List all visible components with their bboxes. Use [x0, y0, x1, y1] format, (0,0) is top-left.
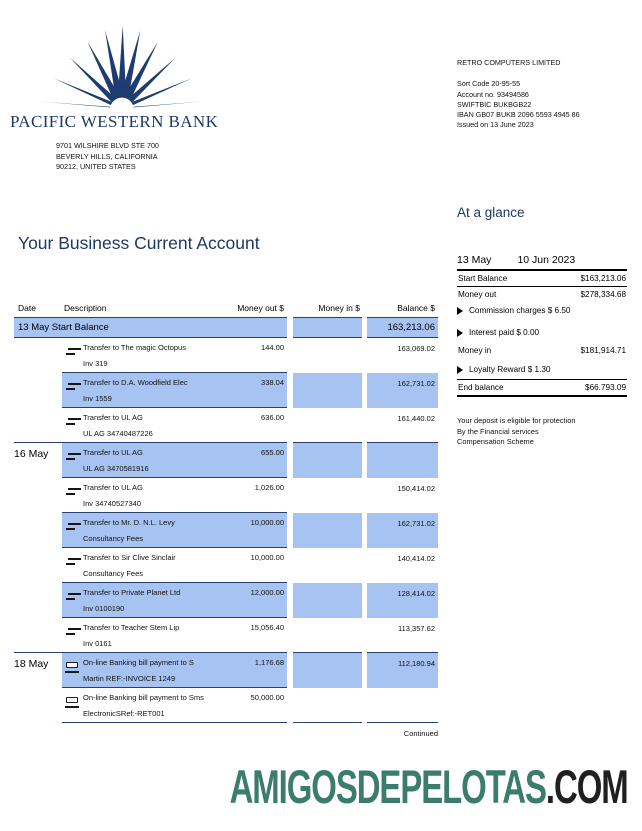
header-balance: Balance $: [367, 303, 438, 318]
watermark-tld: .COM: [546, 760, 628, 813]
row-description: On-line Banking bill payment to Sms: [83, 693, 204, 702]
online-banking-icon: [65, 662, 79, 673]
row-money-out: 15,056.40: [250, 623, 284, 632]
row-date: [14, 513, 62, 548]
commission-charges-row: [457, 306, 627, 315]
row-balance: 161,440.02: [367, 408, 438, 443]
row-reference: ElectronicSRef:-RET001: [83, 709, 165, 718]
site-watermark: [229, 760, 628, 813]
transfer-icon: [66, 558, 81, 566]
end-balance-label: End balance: [458, 383, 504, 392]
row-balance: 140,414.02: [397, 554, 435, 563]
transfer-icon: [66, 488, 81, 496]
table-row: [14, 408, 438, 443]
row-reference: UL AG 34740487226: [83, 429, 153, 438]
row-balance: 163,069.02: [397, 344, 435, 353]
row-balance: [367, 688, 438, 723]
issued-date: Issued on 13 June 2023: [457, 120, 534, 130]
row-reference: Consultancy Fees: [83, 534, 144, 543]
money-in-row: [457, 343, 627, 358]
transfer-icon: [66, 628, 81, 636]
row-reference: Inv 1559: [83, 394, 112, 403]
transfer-icon: [66, 523, 81, 531]
transfer-icon: [66, 348, 81, 356]
row-money-in: [293, 338, 362, 373]
row-reference: Inv 34740527340: [83, 499, 141, 508]
table-row: [14, 338, 438, 373]
online-banking-icon: [65, 697, 79, 708]
end-balance-row: [457, 380, 627, 397]
interest-paid-text: Interest paid $ 0.00: [469, 328, 540, 337]
row-reference: Inv 0100190: [83, 604, 125, 613]
at-a-glance-panel: [457, 205, 627, 397]
iban: IBAN GB07 BUKB 2096 5593 4945 86: [457, 110, 580, 120]
row-money-in: [293, 513, 362, 548]
row-money-in: [293, 688, 362, 723]
table-row: [14, 618, 438, 653]
sort-code: Sort Code 20-95-55: [457, 79, 521, 89]
money-in-value: $181,914.71: [580, 346, 626, 355]
account-holder: RETRO COMPUTERS LIMITED: [457, 58, 561, 67]
row-balance: 128,414.02: [367, 583, 438, 618]
row-date: [14, 618, 62, 653]
start-balance-money-in-cell: [293, 318, 362, 338]
start-balance-row: [457, 271, 627, 287]
row-balance: 113,357.62: [367, 618, 438, 653]
row-balance: 162,731.02: [367, 373, 438, 408]
row-description: Transfer to Mr. D. N.L. Levy: [83, 518, 175, 527]
row-balance: [367, 443, 438, 478]
protection-line: By the Financial services: [457, 426, 539, 436]
row-description: Transfer to Teacher Stem Lip: [83, 623, 180, 632]
page-title: Your Business Current Account: [18, 233, 260, 253]
table-row: [14, 548, 438, 583]
row-money-in: [293, 443, 362, 478]
row-date: [14, 373, 62, 408]
start-balance-row-balance: 163,213.06: [367, 318, 438, 338]
table-row: [14, 478, 438, 513]
row-description: Transfer to Private Planet Ltd: [83, 588, 181, 597]
row-date: [14, 478, 62, 513]
transactions-table: [14, 303, 438, 723]
row-money-in: [293, 583, 362, 618]
header-money-out: Money out $: [237, 303, 284, 313]
row-money-out: 10,000.00: [250, 553, 284, 562]
bank-address-line: 9701 WILSHIRE BLVD STE 700: [56, 141, 159, 150]
period-start-date: 13 May: [457, 254, 492, 266]
account-number: Account no. 93494586: [457, 89, 529, 99]
triangle-bullet-icon: [457, 307, 463, 315]
table-row: [14, 443, 438, 478]
row-money-out: 338.04: [261, 378, 284, 387]
watermark-name: AMIGOSDEPELOTAS: [229, 760, 547, 813]
row-money-in: [293, 408, 362, 443]
swift-bic: SWIFTBIC BUKBGB22: [457, 99, 532, 109]
table-row: [14, 513, 438, 548]
header-date: Date: [18, 303, 36, 313]
row-money-out: 10,000.00: [250, 518, 284, 527]
row-description: Transfer to UL AG: [83, 413, 143, 422]
row-reference: Inv 0161: [83, 639, 112, 648]
triangle-bullet-icon: [457, 366, 463, 374]
row-date: 18 May: [14, 658, 49, 670]
row-reference: Martin REF:-INVOICE 1249: [83, 674, 176, 683]
loyalty-reward-row: [457, 365, 627, 380]
bank-address: [56, 141, 159, 173]
row-description: Transfer to UL AG: [83, 448, 143, 457]
bank-name: PACIFIC WESTERN BANK: [10, 112, 219, 131]
table-row: [14, 653, 438, 688]
account-info: [457, 58, 580, 131]
money-out-value: $278,334.68: [580, 290, 626, 299]
commission-charges-text: Commission charges $ 6.50: [469, 306, 571, 315]
row-money-out: 12,000.00: [250, 588, 284, 597]
deposit-protection-note: [457, 416, 575, 448]
row-date: [14, 583, 62, 618]
row-money-out: 1,176.68: [254, 658, 284, 667]
row-money-in: [293, 373, 362, 408]
start-balance-label: Start Balance: [458, 274, 508, 283]
start-balance-value: $163,213.06: [580, 274, 626, 283]
row-reference: Inv 319: [83, 359, 108, 368]
row-date: [14, 338, 62, 373]
sunburst-logo-icon: [22, 24, 217, 112]
row-balance: 150,414.02: [397, 484, 435, 493]
transfer-icon: [66, 593, 81, 601]
transfer-icon: [66, 418, 81, 426]
row-date: [14, 408, 62, 443]
table-row: [14, 583, 438, 618]
money-out-row: [457, 287, 627, 302]
start-balance-row-label: 13 May Start Balance: [14, 318, 287, 338]
table-header-row: [14, 303, 438, 318]
table-row: [14, 688, 438, 723]
row-money-in: [293, 618, 362, 653]
row-date: [14, 688, 62, 723]
row-money-in: [293, 548, 362, 583]
table-row: [14, 373, 438, 408]
row-reference: Consultancy Fees: [83, 569, 144, 578]
row-money-out: 144.00: [261, 343, 284, 352]
protection-line: Your deposit is eligible for protection: [457, 416, 576, 425]
period-end-date: 10 Jun 2023: [517, 254, 576, 266]
row-description: Transfer to The magic Octopus: [83, 343, 186, 352]
start-balance-table-row: [14, 318, 438, 338]
row-money-out: 655.00: [261, 448, 284, 457]
statement-period: [457, 254, 627, 271]
row-description: Transfer to Sir Clive Sinclair: [83, 553, 176, 562]
row-money-in: [293, 478, 362, 513]
header-description: Description: [64, 303, 107, 313]
loyalty-reward-text: Loyalty Reward $ 1.30: [469, 365, 551, 374]
continued-label: Continued: [403, 729, 438, 738]
header-money-in: Money in $: [293, 303, 362, 318]
row-money-out: 50,000.00: [250, 693, 284, 702]
row-money-out: 636.00: [261, 413, 284, 422]
transfer-icon: [66, 453, 81, 461]
row-description: On-line Banking bill payment to S: [83, 658, 194, 667]
row-description: Transfer to UL AG: [83, 483, 143, 492]
triangle-bullet-icon: [457, 329, 463, 337]
bank-address-line: BEVERLY HILLS, CALIFORNIA: [56, 151, 158, 161]
bank-address-line: 90212, UNITED STATES: [56, 162, 136, 171]
transfer-icon: [66, 383, 81, 391]
row-date: 16 May: [14, 448, 49, 460]
row-balance: 112,180.94: [367, 653, 438, 688]
at-a-glance-title: At a glance: [457, 205, 525, 220]
row-reference: UL AG 3470581916: [83, 464, 149, 473]
protection-line: Compensation Scheme: [457, 437, 534, 446]
money-in-label: Money in: [458, 346, 492, 355]
end-balance-value: $66.793.09: [585, 383, 626, 392]
row-balance: 162,731.02: [367, 513, 438, 548]
row-money-in: [293, 653, 362, 688]
interest-paid-row: [457, 328, 627, 337]
row-date: [14, 548, 62, 583]
row-money-out: 1,026.00: [254, 483, 284, 492]
money-out-label: Money out: [458, 290, 497, 299]
row-description: Transfer to D.A. Woodfield Elec: [83, 378, 188, 387]
